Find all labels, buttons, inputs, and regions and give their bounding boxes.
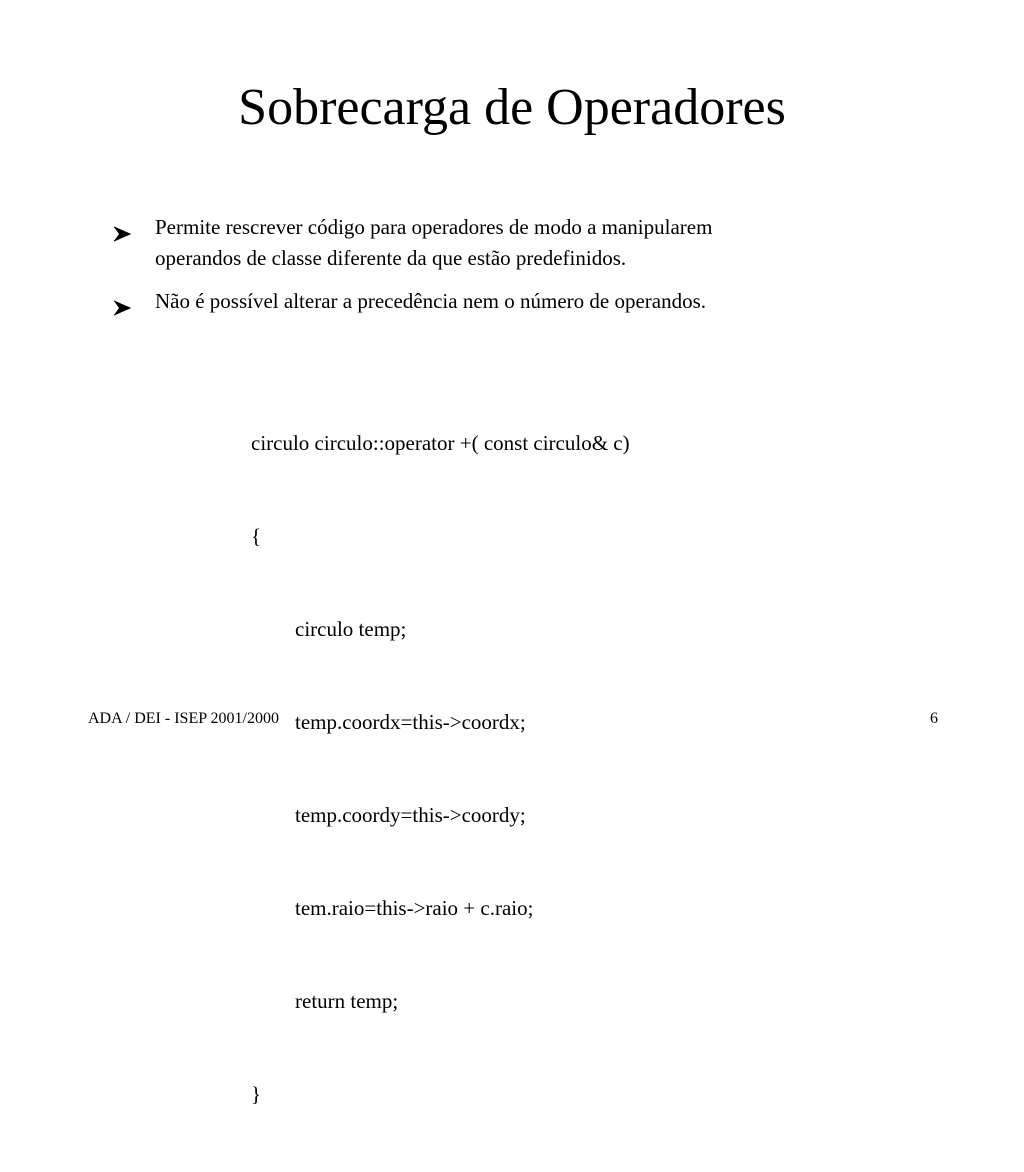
code-line: tem.raio=this->raio + c.raio; <box>295 896 534 920</box>
bullet-list <box>113 212 893 329</box>
bullet-item <box>113 286 893 317</box>
footer-text: ADA / DEI - ISEP 2001/2000 <box>88 710 279 727</box>
arrowhead-bullet-icon <box>113 294 131 310</box>
arrowhead-bullet-icon <box>113 220 131 236</box>
code-line: temp.coordx=this->coordx; <box>295 710 526 734</box>
code-line: temp.coordy=this->coordy; <box>295 803 526 827</box>
code-line: { <box>251 524 262 548</box>
code-line: circulo circulo::operator +( const circulo& c) <box>251 431 630 455</box>
code-line: return temp; <box>295 989 399 1013</box>
bullet-text-line-2: operandos de classe diferente da que estão predefinidos. <box>155 246 627 270</box>
code-block <box>251 366 630 1172</box>
page-number: 6 <box>930 710 938 727</box>
code-line: } <box>251 1082 262 1106</box>
bullet-text-line-1: Permite rescrever código para operadores de modo a manipularem <box>155 215 713 239</box>
bullet-text-line-1: Não é possível alterar a precedência nem o número de operandos. <box>155 289 707 313</box>
bullet-item <box>113 212 893 274</box>
slide-title: Sobrecarga de Operadores <box>238 79 786 136</box>
code-line: circulo temp; <box>295 617 407 641</box>
